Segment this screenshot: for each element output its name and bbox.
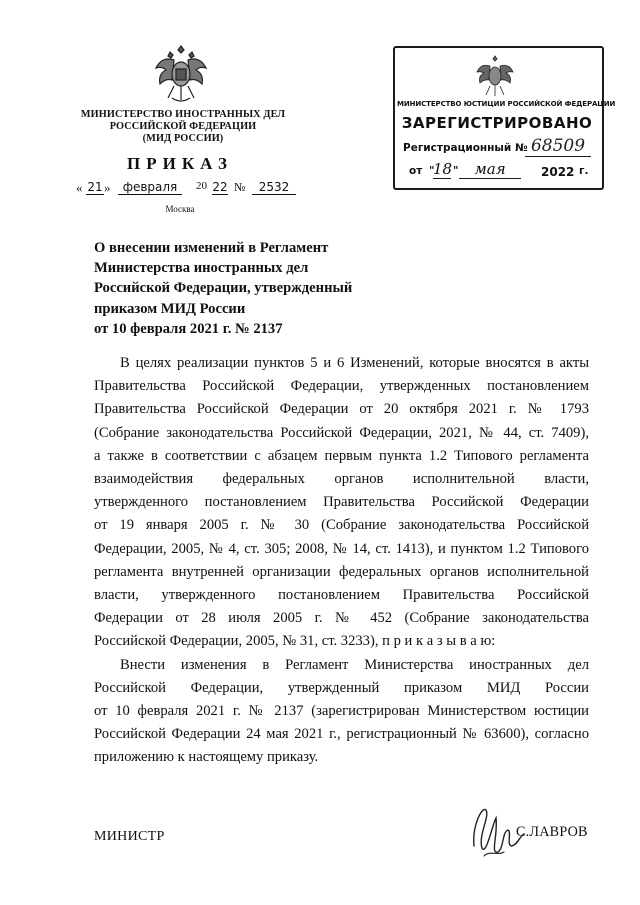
- preamble-line-7: утвержденного постановлением Правительства Российской Федерации: [94, 494, 589, 511]
- stamp-emblem-icon: [475, 54, 515, 98]
- order-body: [94, 352, 589, 770]
- title-line-4: приказом МИД России: [94, 300, 246, 317]
- stamp-close-quote: ": [453, 165, 459, 177]
- order-year-suffix: 22: [212, 180, 228, 194]
- preamble-line-6: взаимодействия федеральных органов исполнительной власти,: [94, 471, 589, 488]
- stamp-month: мая: [459, 160, 521, 179]
- signer-name: С.ЛАВРОВ: [516, 824, 588, 840]
- preamble-line-10: регламента внутренней организации федеральных органов исполнительной: [94, 563, 589, 580]
- stamp-day: 18: [433, 160, 453, 178]
- preamble-line-12: Федерации от 28 июля 2005 г. № 452 (Собрание законодательства: [94, 610, 589, 627]
- preamble-line-3: Правительства Российской Федерации от 20 октября 2021 г. № 1793: [94, 401, 589, 418]
- date-open-quote: «: [76, 180, 83, 195]
- number-sign: №: [234, 180, 246, 194]
- signatory-position: МИНИСТР: [94, 829, 165, 844]
- title-line-2: Министерства иностранных дел: [94, 260, 309, 277]
- title-line-1: О внесении изменений в Регламент: [94, 240, 329, 256]
- date-close-quote: »: [104, 180, 111, 195]
- stamp-ministry-name: МИНИСТЕРСТВО ЮСТИЦИИ РОССИЙСКОЙ ФЕДЕРАЦИИ: [397, 100, 616, 108]
- coat-of-arms-icon: [152, 42, 210, 106]
- order-line-2: Российской Федерации, утвержденный приказом МИД России: [94, 679, 589, 696]
- preamble-line-13: Российской Федерации, 2005, № 31, ст. 3233), п р и к а з ы в а ю:: [94, 633, 496, 650]
- document-type-heading: ПРИКАЗ: [127, 154, 233, 173]
- paragraph-order: [94, 654, 589, 770]
- stamp-registered: ЗАРЕГИСТРИРОВАНО: [401, 114, 593, 132]
- ministry-line-3: (МИД РОССИИ): [142, 133, 224, 144]
- preamble-line-4: (Собрание законодательства Российской Федерации, 2021, № 44, ст. 7409),: [94, 424, 589, 441]
- title-line-5: от 10 февраля 2021 г. № 2137: [94, 320, 283, 337]
- preamble-line-2: Правительства Российской Федерации, утвержденных постановлением: [94, 378, 589, 395]
- order-day: 21: [87, 180, 103, 194]
- registration-stamp: [393, 46, 616, 190]
- order-month: февраля: [118, 180, 182, 195]
- order-line-5: приложению к настоящему приказу.: [94, 749, 319, 766]
- stamp-reg-number: 68509: [525, 136, 591, 157]
- stamp-year-suffix: г.: [579, 165, 589, 177]
- stamp-open-quote: ": [429, 165, 435, 177]
- city-label: Москва: [165, 204, 195, 214]
- preamble-line-11: власти, утвержденного постановлением Правительства Российской: [94, 587, 589, 604]
- ministry-name: [70, 109, 296, 145]
- order-line-4: Российской Федерации 24 мая 2021 г., регистрационный № 63600), согласно: [94, 726, 589, 743]
- stamp-year: 2022: [541, 165, 575, 179]
- stamp-date-line: [409, 160, 599, 183]
- ministry-line-1: МИНИСТЕРСТВО ИНОСТРАННЫХ ДЕЛ: [80, 109, 286, 120]
- stamp-reg-label: Регистрационный №: [403, 142, 528, 154]
- paragraph-preamble: [94, 352, 589, 654]
- order-year-prefix: 20: [196, 180, 207, 192]
- order-line-1: Внести изменения в Регламент Министерства иностранных дел: [120, 656, 589, 673]
- title-line-3: Российской Федерации, утвержденный: [94, 280, 353, 297]
- order-title: [94, 238, 394, 339]
- order-date-line: [72, 180, 302, 198]
- preamble-line-8: от 19 января 2005 г. № 30 (Собрание законодательства Российской: [94, 517, 589, 534]
- stamp-from-label: от: [409, 165, 423, 177]
- stamp-reg-number-line: [403, 136, 598, 160]
- order-line-3: от 10 февраля 2021 г. № 2137 (зарегистрирован Министерством юстиции: [94, 703, 589, 720]
- preamble-line-1: В целях реализации пунктов 5 и 6 Изменений, которые вносятся в акты: [120, 355, 589, 371]
- preamble-line-5: а также в соответствии с абзацем первым пункта 1.2 Типового регламента: [94, 447, 589, 464]
- ministry-line-2: РОССИЙСКОЙ ФЕДЕРАЦИИ: [109, 121, 257, 132]
- preamble-line-9: Федерации, 2005, № 4, ст. 305; 2008, № 14, ст. 1413), и пунктом 1.2 Типового: [94, 540, 589, 557]
- order-number: 2532: [252, 180, 296, 195]
